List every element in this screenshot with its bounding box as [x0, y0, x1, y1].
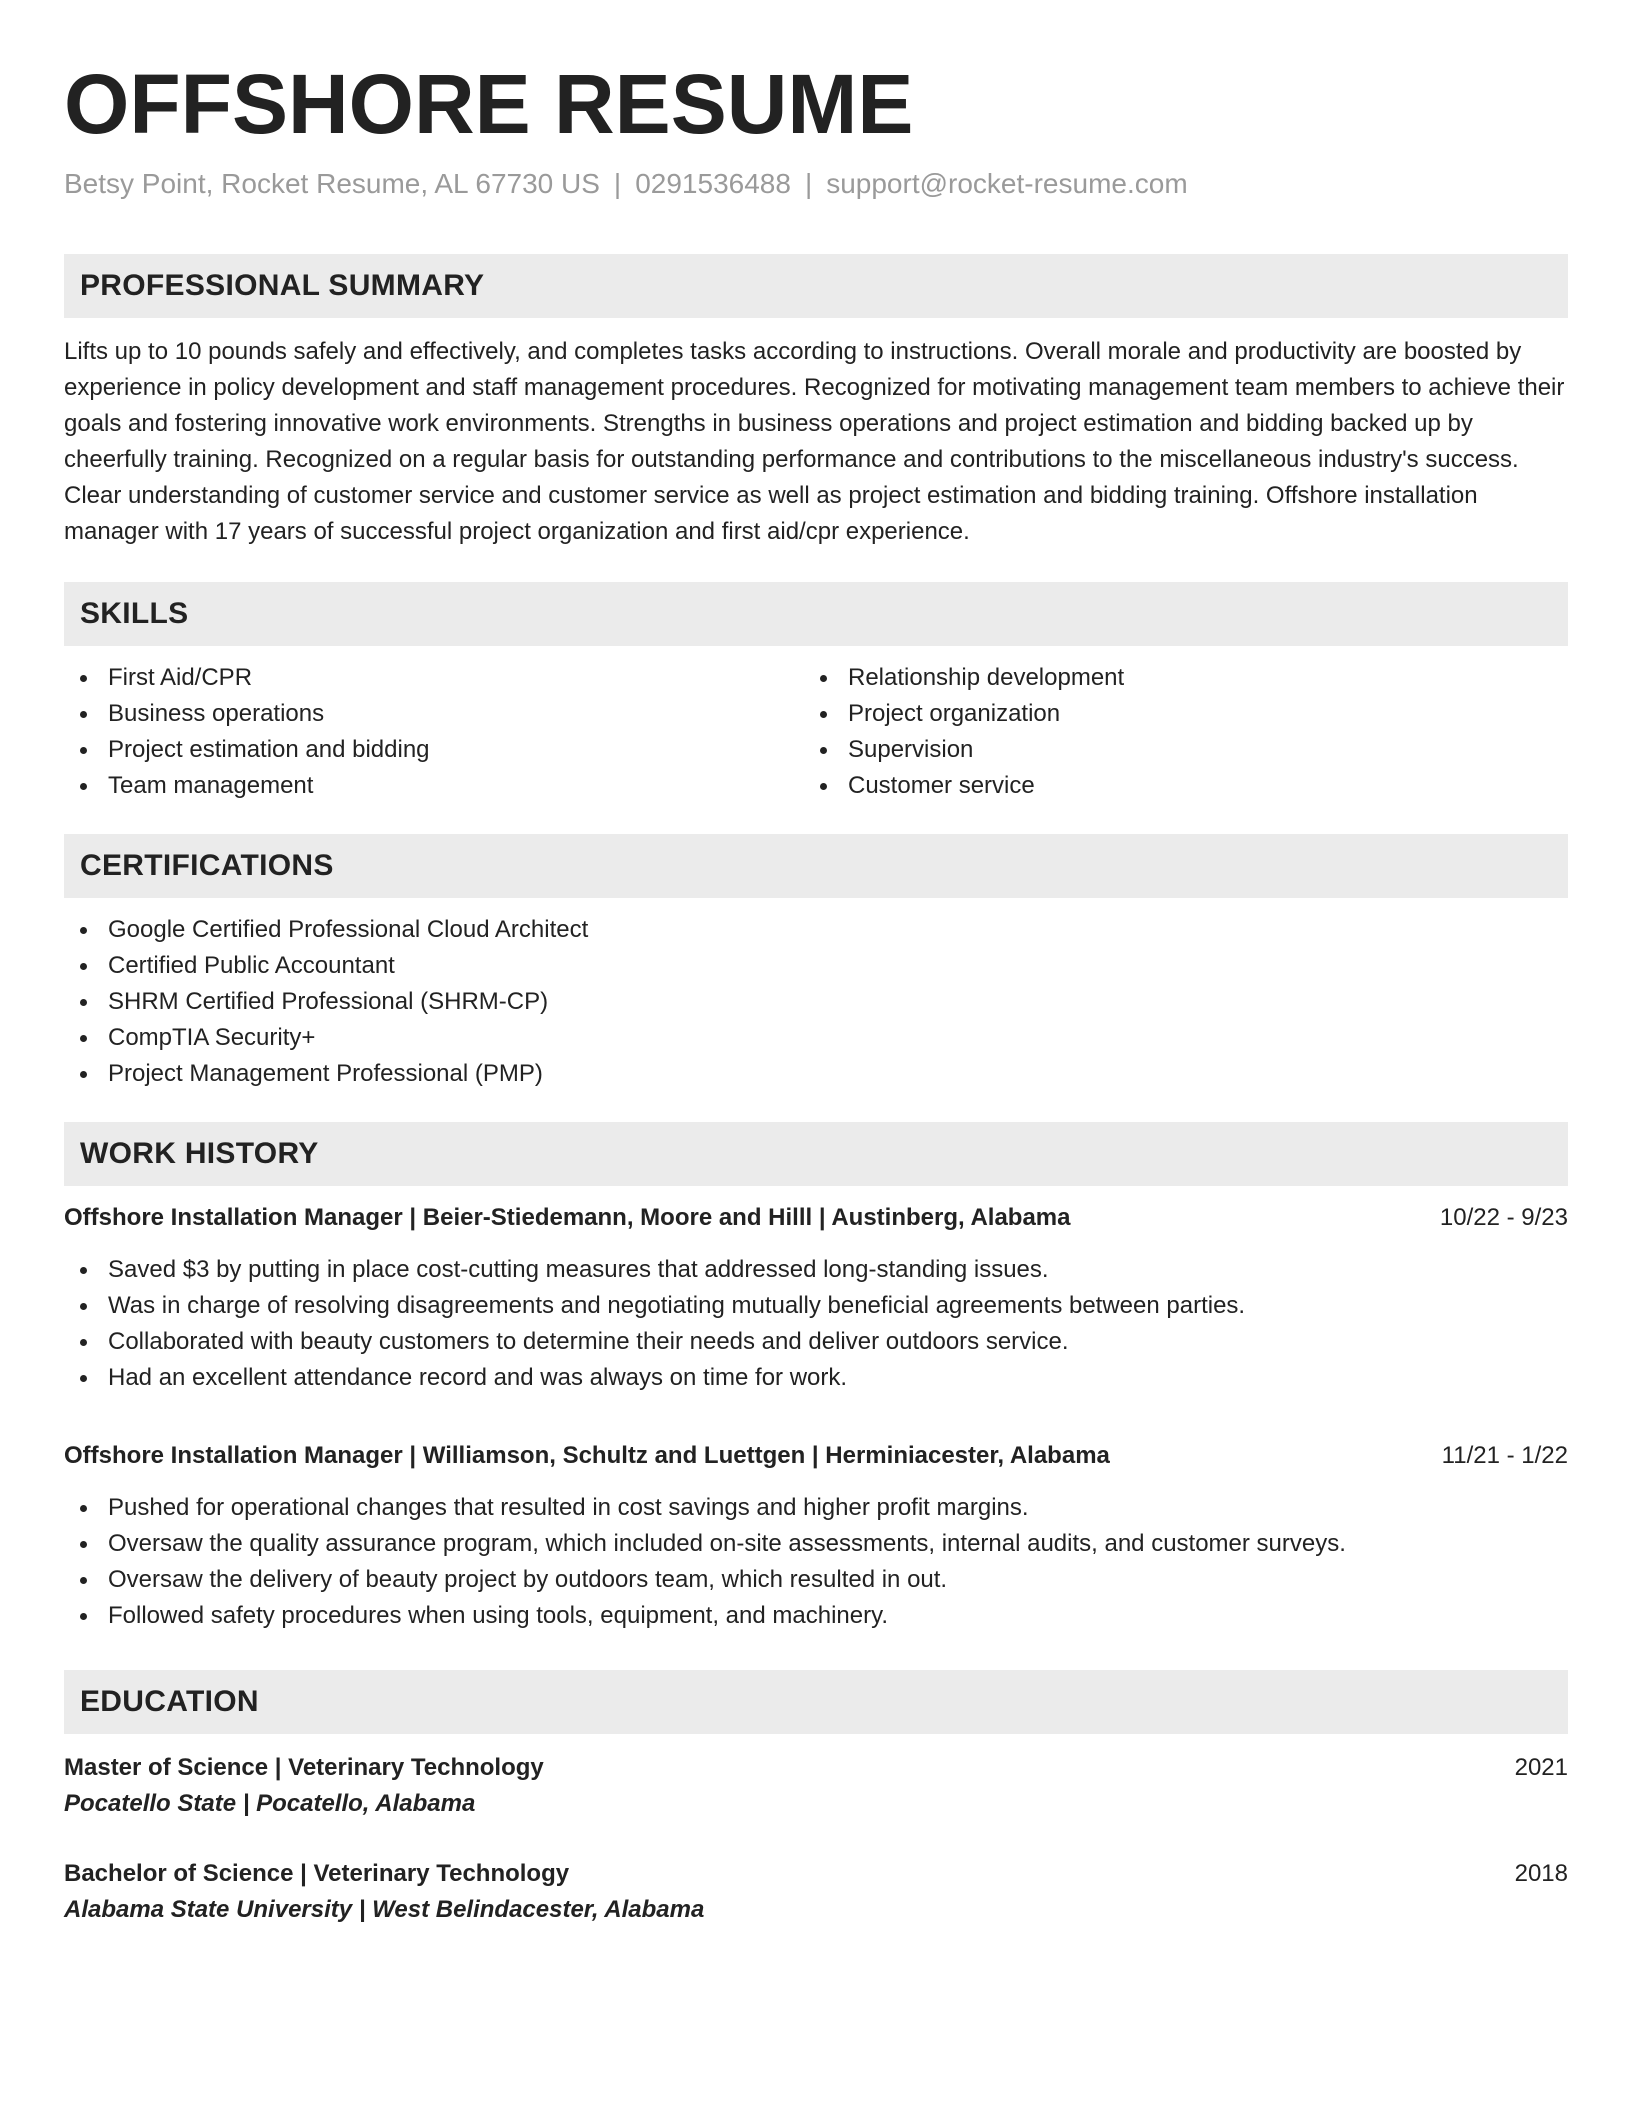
job-dates: 11/21 - 1/22: [1441, 1442, 1568, 1469]
job-bullet: Had an excellent attendance record and was always on time for work.: [64, 1360, 1568, 1396]
certification-item: Google Certified Professional Cloud Architect: [64, 912, 1568, 948]
skills-column-right: [804, 660, 1544, 804]
skill-item: First Aid/CPR: [64, 660, 804, 696]
job-bullet: Saved $3 by putting in place cost-cutting measures that addressed long-standing issues.: [64, 1252, 1568, 1288]
job-bullet: Oversaw the delivery of beauty project by outdoors team, which resulted in out.: [64, 1562, 1568, 1598]
job-bullets: [64, 1252, 1568, 1396]
certifications-list: [64, 912, 1568, 1092]
section-header-summary: PROFESSIONAL SUMMARY: [64, 254, 1568, 318]
skill-item: Project estimation and bidding: [64, 732, 804, 768]
skill-item: Relationship development: [804, 660, 1544, 696]
contact-line: [64, 166, 1568, 202]
section-header-skills: SKILLS: [64, 582, 1568, 646]
job-dates: 10/22 - 9/23: [1439, 1204, 1568, 1231]
education-year: 2018: [1514, 1860, 1568, 1887]
contact-separator: |: [613, 168, 622, 199]
summary-text: Lifts up to 10 pounds safely and effectively, and completes tasks according to instructions. Overall morale and productivity are boosted by experience in policy development and staff management procedures. Recognized for motivating management team members to achieve their goals and fostering innovative work environments. Strengths in business operations and project estimation and bidding backed up by cheerfully training. Recognized on a regular basis for outstanding performance and contributions to the miscellaneous industry's success. Clear understanding of customer service and customer service as well as project estimation and bidding training. Offshore installation manager with 17 years of successful project organization and first aid/cpr experience.: [64, 338, 1565, 545]
education-header: [64, 1750, 1568, 1786]
job-entry: [64, 1438, 1568, 1634]
skills-column-left: [64, 660, 804, 804]
job-bullet: Pushed for operational changes that resulted in cost savings and higher profit margins.: [64, 1490, 1568, 1526]
resume-title: OFFSHORE RESUME: [64, 57, 914, 151]
section-header-work-history: WORK HISTORY: [64, 1122, 1568, 1186]
education-entry: [64, 1750, 1568, 1822]
job-header: [64, 1438, 1568, 1474]
education-degree: Master of Science | Veterinary Technology: [64, 1754, 544, 1781]
contact-email: support@rocket-resume.com: [826, 168, 1188, 199]
contact-separator: |: [804, 168, 813, 199]
job-bullet: Oversaw the quality assurance program, which included on-site assessments, internal audits, and customer surveys.: [64, 1526, 1568, 1562]
skill-item: Team management: [64, 768, 804, 804]
certification-item: SHRM Certified Professional (SHRM-CP): [64, 984, 1568, 1020]
section-header-education: EDUCATION: [64, 1670, 1568, 1734]
education-header: [64, 1856, 1568, 1892]
skill-item: Project organization: [804, 696, 1544, 732]
education-year: 2021: [1514, 1754, 1568, 1781]
skills-grid: [64, 660, 1568, 804]
job-entry: [64, 1200, 1568, 1396]
certification-item: Project Management Professional (PMP): [64, 1056, 1568, 1092]
section-header-certifications: CERTIFICATIONS: [64, 834, 1568, 898]
education-school: Alabama State University | West Belindacester, Alabama: [64, 1896, 705, 1923]
job-title: Offshore Installation Manager | Beier-Stiedemann, Moore and Hilll | Austinberg, Alabama: [64, 1204, 1071, 1231]
contact-address: Betsy Point, Rocket Resume, AL 67730 US: [64, 168, 600, 199]
job-title: Offshore Installation Manager | Williamson, Schultz and Luettgen | Herminiacester, Alabama: [64, 1442, 1110, 1469]
education-entry: [64, 1856, 1568, 1928]
education-school: Pocatello State | Pocatello, Alabama: [64, 1790, 476, 1817]
job-bullet: Was in charge of resolving disagreements and negotiating mutually beneficial agreements between parties.: [64, 1288, 1568, 1324]
job-bullet: Collaborated with beauty customers to determine their needs and deliver outdoors service.: [64, 1324, 1568, 1360]
job-bullet: Followed safety procedures when using tools, equipment, and machinery.: [64, 1598, 1568, 1634]
job-bullets: [64, 1490, 1568, 1634]
contact-phone: 0291536488: [635, 168, 791, 199]
skill-item: Business operations: [64, 696, 804, 732]
certification-item: CompTIA Security+: [64, 1020, 1568, 1056]
skill-item: Supervision: [804, 732, 1544, 768]
skill-item: Customer service: [804, 768, 1544, 804]
job-header: [64, 1200, 1568, 1236]
education-degree: Bachelor of Science | Veterinary Technology: [64, 1860, 570, 1887]
certification-item: Certified Public Accountant: [64, 948, 1568, 984]
